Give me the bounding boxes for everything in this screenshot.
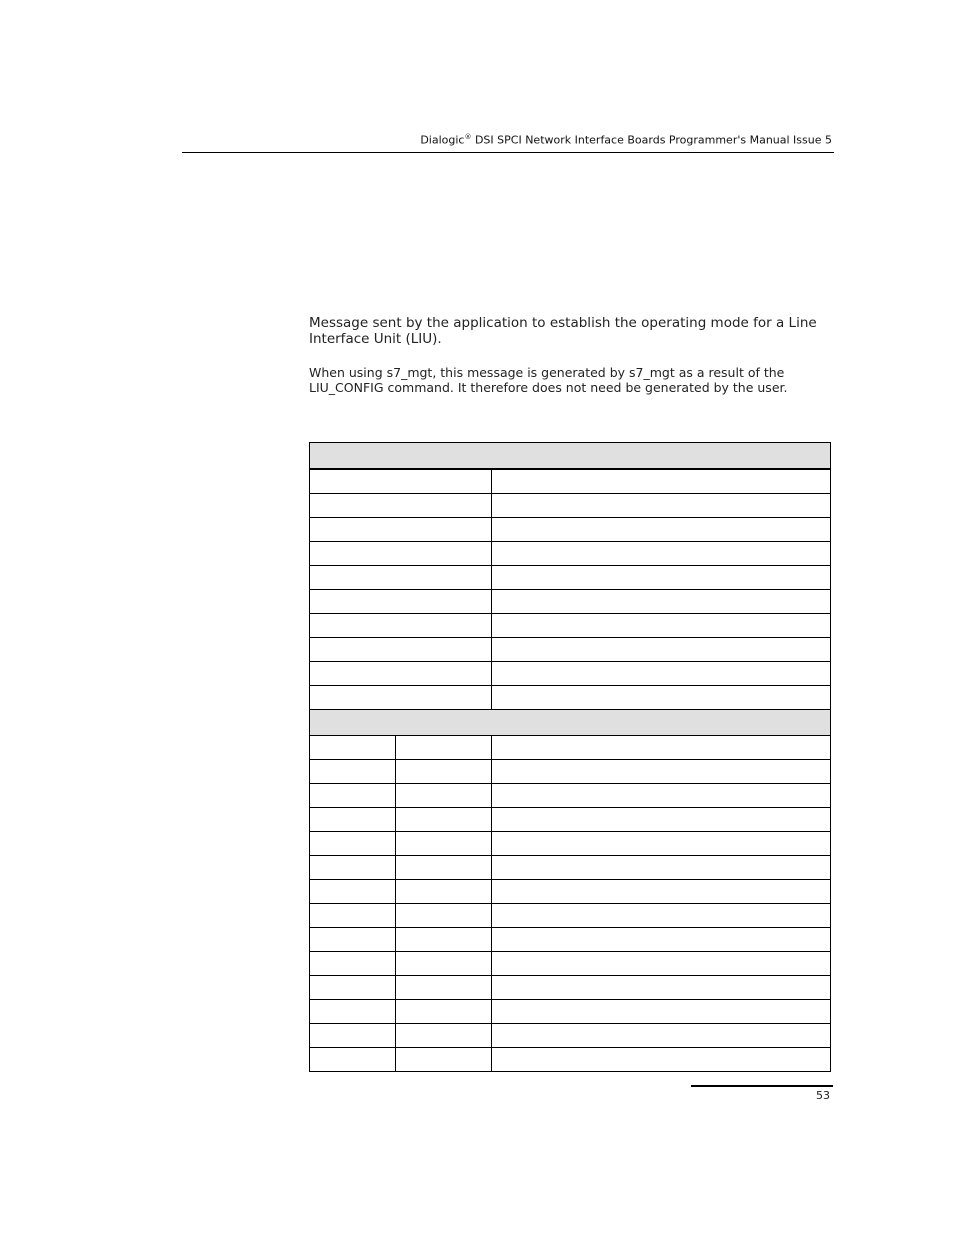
- table-row: [310, 1024, 831, 1048]
- table-row: [310, 760, 831, 784]
- table-row: [310, 952, 831, 976]
- footer-rule: [691, 1085, 833, 1087]
- table-row: [310, 638, 831, 662]
- table-row: [310, 856, 831, 880]
- table-section-header: [310, 710, 831, 736]
- page-header: [182, 128, 834, 153]
- header-title: [420, 133, 832, 147]
- table-row: [310, 614, 831, 638]
- table-row: [310, 542, 831, 566]
- table-row: [310, 662, 831, 686]
- table-row: [310, 832, 831, 856]
- registered-mark: ®: [464, 133, 472, 141]
- table-section-header: [310, 443, 831, 470]
- table-row: [310, 784, 831, 808]
- table-row: [310, 494, 831, 518]
- table-row: [310, 686, 831, 710]
- table-row: [310, 1000, 831, 1024]
- table-row: [310, 566, 831, 590]
- table-row: [310, 928, 831, 952]
- table-row: [310, 469, 831, 494]
- intro-paragraph: Message sent by the application to establish the operating mode for a Line Interface Unit (LIU).: [309, 315, 817, 347]
- note-paragraph: When using s7_mgt, this message is generated by s7_mgt as a result of the LIU_CONFIG command. It therefore does not need be generated by the user.: [309, 365, 788, 395]
- header-brand: Dialogic: [420, 133, 465, 147]
- table-row: [310, 518, 831, 542]
- table-row: [310, 976, 831, 1000]
- table-row: [310, 1048, 831, 1072]
- message-format-table: [309, 442, 831, 1072]
- header-manual-title: DSI SPCI Network Interface Boards Programmer's Manual Issue 5: [471, 133, 832, 147]
- table-row: [310, 880, 831, 904]
- table-row: [310, 904, 831, 928]
- page-number: 53: [816, 1089, 830, 1102]
- table-row: [310, 736, 831, 760]
- table-row: [310, 808, 831, 832]
- table-row: [310, 590, 831, 614]
